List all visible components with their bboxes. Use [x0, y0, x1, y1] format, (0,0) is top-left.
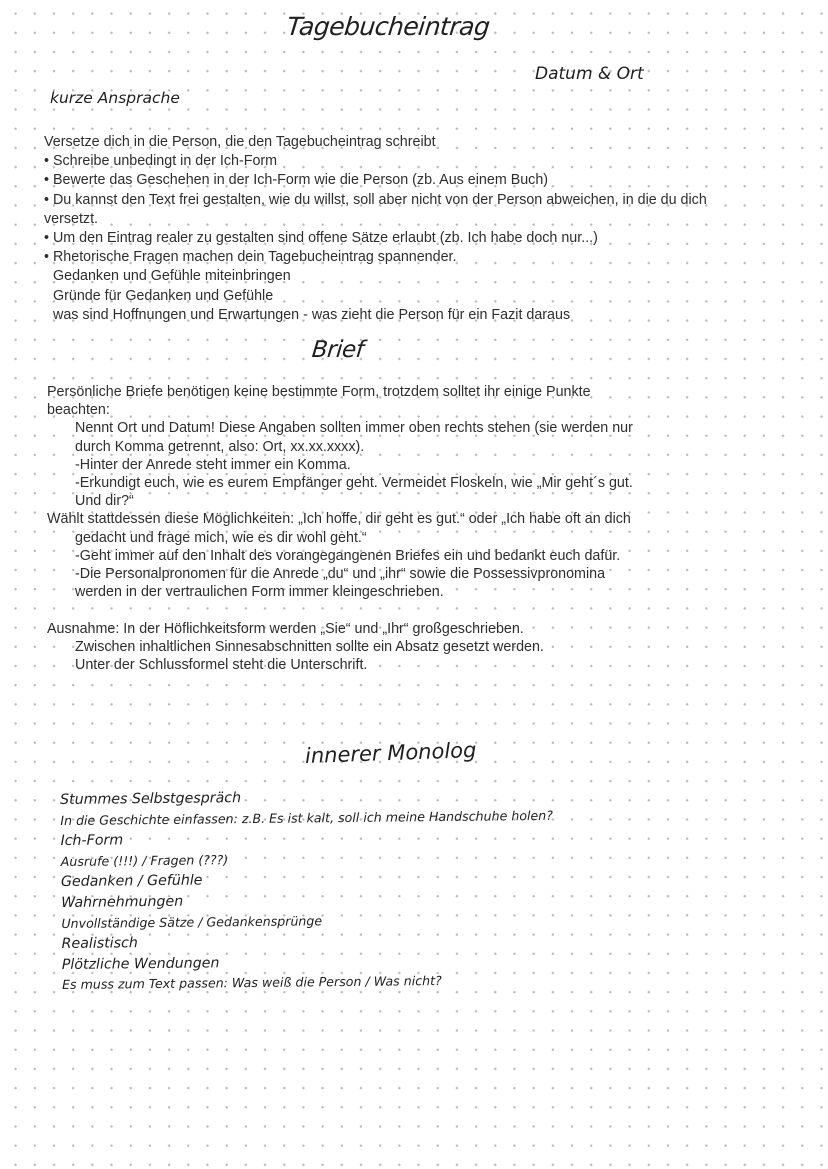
- letter-spacer: [47, 601, 633, 619]
- greeting-label: kurze Ansprache: [50, 89, 180, 107]
- letter-line: Zwischen inhaltlichen Sinnesabschnitten sollte ein Absatz gesetzt werden.: [75, 638, 544, 655]
- diary-point: Gedanken und Gefühle miteinbringen: [53, 268, 291, 285]
- list-item: Ich-Form: [60, 832, 124, 850]
- letter-instructions: [47, 383, 633, 674]
- list-item: • Bewerte das Geschehen in der Ich-Form wie die Person (zb. Aus einem Buch): [44, 172, 549, 189]
- date-place-label: Datum & Ort: [535, 64, 644, 84]
- monolog-title: innerer Monolog: [304, 738, 477, 768]
- diary-point: was sind Hoffnungen und Erwartungen - was zieht die Person für ein Fazit daraus: [53, 306, 571, 323]
- letter-line: Wählt stattdessen diese Möglichkeiten: „Ich hoffe, dir geht es gut.“ oder „Ich habe oft an dich: [47, 511, 631, 528]
- list-item: Wahrnehmungen: [61, 893, 184, 911]
- letter-title: Brief: [310, 337, 365, 363]
- list-item: Stummes Selbstgespräch: [60, 790, 242, 808]
- letter-line: Persönliche Briefe benötigen keine bestimmte Form, trotzdem solltet ihr einige Punkte: [47, 384, 591, 400]
- list-item: • Du kannst den Text frei gestalten, wie du willst, soll aber nicht von der Person abweichen, in die du dich: [44, 191, 707, 208]
- letter-line: Ausnahme: In der Höflichkeitsform werden „Sie“ und „Ihr“ großgeschrieben.: [47, 620, 524, 637]
- letter-line: gedacht und frage mich, wie es dir wohl geht.“: [75, 529, 367, 546]
- monolog-list: [60, 785, 555, 996]
- diary-intro: Versetze dich in die Person, die den Tagebucheintrag schreibt: [44, 134, 436, 150]
- letter-line: beachten:: [47, 402, 110, 419]
- letter-line: -Die Personalpronomen für die Anrede „du“ und „ihr“ sowie die Possessivpronomina: [75, 566, 606, 583]
- list-item: Plötzliche Wendungen: [61, 955, 220, 973]
- list-item: Ausrufe (!!!) / Fragen (???): [60, 852, 229, 869]
- list-item: • Rhetorische Fragen machen dein Tagebucheintrag spannender.: [44, 249, 457, 266]
- list-item: Unvollständige Sätze / Gedankensprünge: [61, 912, 323, 931]
- diary-instructions: [44, 133, 707, 325]
- list-item: Realistisch: [61, 935, 138, 953]
- letter-line: Und dir?“: [75, 493, 134, 510]
- letter-line: -Erkundigt euch, wie es eurem Empfänger geht. Vermeidet Floskeln, wie „Mir geht´s gut.: [75, 475, 633, 492]
- letter-line: werden in der vertraulichen Form immer kleingeschrieben.: [75, 584, 444, 601]
- list-item: Es muss zum Text passen: Was weiß die Person / Was nicht?: [61, 973, 442, 993]
- letter-line: Nennt Ort und Datum! Diese Angaben sollten immer oben rechts stehen (sie werden nur: [75, 420, 633, 437]
- letter-line: -Geht immer auf den Inhalt des vorangegangenen Briefes ein und bedankt euch dafür.: [75, 547, 621, 564]
- letter-line: -Hinter der Anrede steht immer ein Komma.: [75, 456, 351, 473]
- list-item: In die Geschichte einfassen: z.B. Es ist kalt, soll ich meine Handschuhe holen?: [60, 807, 553, 828]
- diary-title: Tagebucheintrag: [285, 12, 491, 41]
- letter-line: durch Komma getrennt, also: Ort, xx.xx.xxxx).: [75, 438, 365, 455]
- list-item: versetzt.: [44, 210, 99, 227]
- list-item: • Um den Eintrag realer zu gestalten sind offene Sätze erlaubt (zb. Ich habe doch nur...): [44, 230, 598, 247]
- list-item: Gedanken / Gefühle: [60, 872, 203, 891]
- list-item: • Schreibe unbedingt in der Ich-Form: [44, 153, 278, 170]
- letter-line: Unter der Schlussformel steht die Unterschrift.: [75, 657, 368, 674]
- diary-bullet-list: [44, 152, 707, 267]
- diary-point: Gründe für Gedanken und Gefühle: [53, 287, 274, 304]
